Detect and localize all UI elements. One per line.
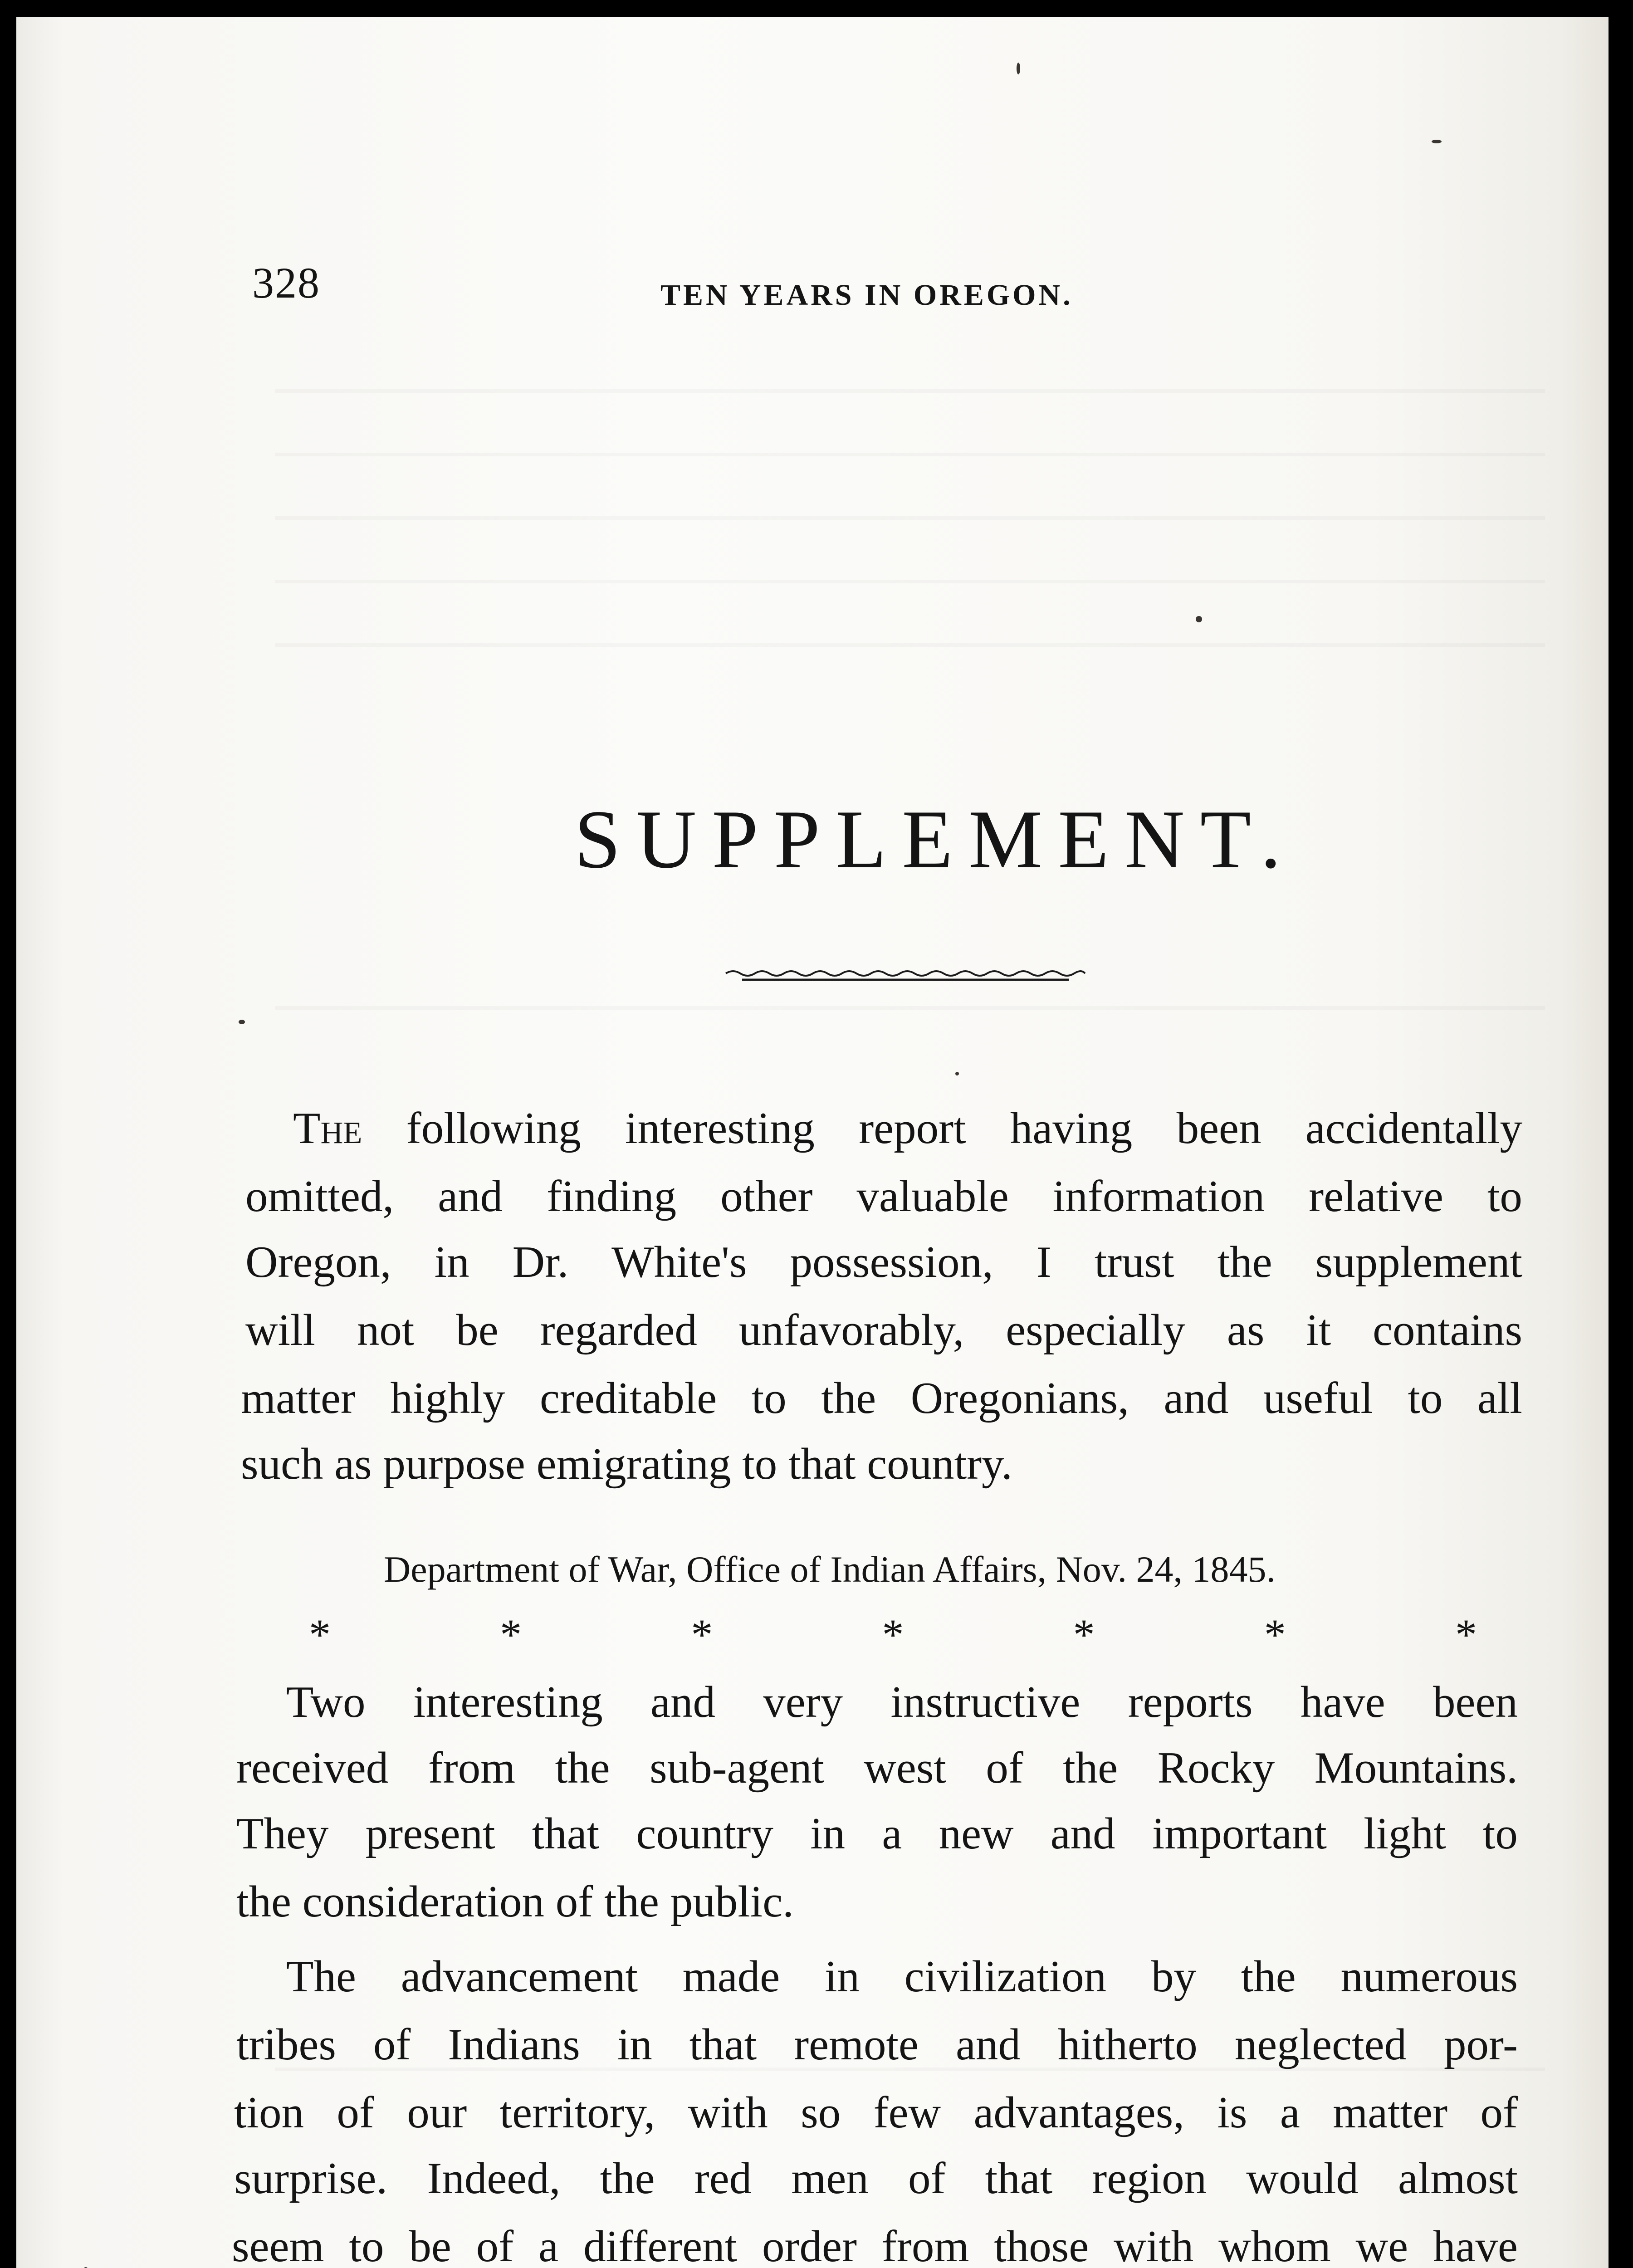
word: having — [1010, 1104, 1133, 1153]
word: so — [801, 2088, 841, 2137]
word: neglected — [1234, 2020, 1407, 2069]
word: very — [763, 1677, 843, 1727]
word: the — [555, 1743, 610, 1793]
word: numerous — [1340, 1952, 1518, 2001]
word: remote — [794, 2020, 919, 2069]
word: to — [349, 2222, 384, 2268]
word: relative — [1309, 1172, 1443, 1221]
word: Rocky — [1157, 1743, 1275, 1793]
word: by — [1151, 1952, 1196, 2001]
ellipsis-star: * — [1073, 1610, 1095, 1659]
word: hitherto — [1057, 2020, 1198, 2069]
word: that — [985, 2154, 1053, 2203]
word: sub-agent — [650, 1743, 824, 1793]
intro-paragraph-line — [241, 1376, 1522, 1421]
word: information — [1052, 1172, 1265, 1221]
word: be — [456, 1305, 499, 1355]
word: matter — [241, 1374, 356, 1423]
word: contains — [1373, 1305, 1522, 1355]
ellipsis-star: * — [691, 1610, 713, 1659]
word: surprise. — [234, 2154, 388, 2203]
ellipsis-star: * — [309, 1610, 331, 1659]
word: of — [908, 2154, 946, 2203]
word: other — [720, 1172, 813, 1221]
report-paragraph-line — [286, 1954, 1518, 1999]
word: and — [1164, 1374, 1229, 1423]
running-head: TEN YEARS IN OREGON. — [660, 279, 1073, 312]
paper-speck — [1017, 63, 1020, 74]
word: made — [682, 1952, 780, 2001]
word: White's — [611, 1237, 747, 1287]
word: with — [1114, 2222, 1194, 2268]
word: from — [428, 1743, 516, 1793]
word: instructive — [890, 1677, 1081, 1727]
word: interesting — [625, 1104, 815, 1153]
word: The — [286, 1952, 356, 2001]
word: seem — [232, 2222, 324, 2268]
word: the — [1217, 1237, 1272, 1287]
word: civilization — [904, 1952, 1107, 2001]
word: supplement — [1315, 1237, 1522, 1287]
report-paragraph-line — [236, 1743, 1518, 1793]
word: creditable — [539, 1374, 717, 1423]
word: possession, — [790, 1237, 993, 1287]
word: of — [476, 2222, 514, 2268]
word: red — [694, 2154, 752, 2203]
word: The — [293, 1104, 362, 1153]
dateline: Department of War, Office of Indian Affairs, Nov. 24, 1845. — [384, 1549, 1276, 1590]
report-paragraph-line — [234, 2090, 1518, 2135]
word: the — [600, 2154, 655, 2203]
word: in — [824, 1952, 860, 2001]
intro-paragraph-line — [245, 1174, 1522, 1219]
word: all — [1477, 1374, 1522, 1423]
word: Dr. — [512, 1237, 569, 1287]
paper-speck — [1432, 140, 1442, 143]
word: and — [1050, 1809, 1115, 1858]
word: present — [365, 1809, 495, 1858]
word: will — [245, 1305, 316, 1355]
word: our — [407, 2088, 467, 2137]
report-paragraph-line — [236, 1879, 794, 1924]
word: whom — [1218, 2222, 1331, 2268]
word: in — [810, 1809, 846, 1858]
word: that — [689, 2020, 757, 2069]
word: Mountains. — [1314, 1743, 1518, 1793]
word: that — [532, 1809, 600, 1858]
word: almost — [1398, 2154, 1518, 2203]
ellipsis-stars — [309, 1609, 1477, 1660]
bleed-through-line — [275, 389, 1545, 393]
ellipsis-star: * — [882, 1610, 904, 1659]
word: following — [406, 1104, 581, 1153]
word: few — [873, 2088, 941, 2137]
word: in — [434, 1237, 469, 1287]
word: Two — [286, 1677, 366, 1727]
word: advancement — [401, 1952, 638, 2001]
paper-speck — [955, 1072, 959, 1075]
word: useful — [1263, 1374, 1373, 1423]
word: and — [438, 1172, 503, 1221]
book-page — [16, 17, 1609, 2268]
word: report — [859, 1104, 966, 1153]
report-paragraph-line — [236, 2022, 1518, 2067]
bleed-through-line — [275, 516, 1545, 520]
word: to — [1408, 1374, 1443, 1423]
word: not — [357, 1305, 415, 1355]
word: omitted, — [245, 1172, 394, 1221]
bleed-through-line — [275, 1006, 1545, 1010]
word: been — [1176, 1104, 1261, 1153]
word: and — [650, 1677, 715, 1727]
word: new — [939, 1809, 1014, 1858]
report-paragraph-line — [232, 2224, 1518, 2268]
word: finding — [547, 1172, 677, 1221]
word: in — [617, 2020, 652, 2069]
word: They — [236, 1809, 329, 1858]
word: have — [1300, 1677, 1385, 1727]
word: especially — [1006, 1305, 1186, 1355]
word: to — [751, 1374, 787, 1423]
word: and — [955, 2020, 1021, 2069]
word: men — [791, 2154, 869, 2203]
intro-paragraph-line — [245, 1237, 1522, 1287]
word: unfavorably, — [738, 1305, 964, 1355]
word: as — [1227, 1305, 1265, 1355]
word: to — [1482, 1809, 1518, 1858]
paper-speck — [1196, 616, 1202, 622]
word: tribes — [236, 2020, 336, 2069]
word: Indeed, — [427, 2154, 561, 2203]
bleed-through-line — [275, 643, 1545, 647]
word: valuable — [856, 1172, 1009, 1221]
word: the — [821, 1374, 876, 1423]
intro-paragraph-line — [245, 1305, 1522, 1355]
word: por- — [1443, 2020, 1518, 2069]
report-paragraph-line — [234, 2156, 1518, 2201]
word: west — [864, 1743, 946, 1793]
word: highly — [390, 1374, 505, 1423]
intro-paragraph-line — [293, 1106, 1522, 1151]
word: different — [583, 2222, 738, 2268]
word: is — [1217, 2088, 1247, 2137]
word: a — [882, 1809, 902, 1858]
word: of — [373, 2020, 411, 2069]
word: to — [1487, 1172, 1522, 1221]
ellipsis-star: * — [500, 1610, 522, 1659]
word: would — [1246, 2154, 1359, 2203]
word: important — [1152, 1809, 1327, 1858]
word: reports — [1128, 1677, 1253, 1727]
intro-paragraph-line — [241, 1439, 1012, 1489]
word: we — [1355, 2222, 1408, 2268]
word: region — [1092, 2154, 1207, 2203]
paper-speck — [239, 1020, 245, 1024]
word: Oregonians, — [910, 1374, 1129, 1423]
word: such as purpose emigrating to that country. — [241, 1439, 1012, 1489]
word: of — [337, 2088, 374, 2137]
word: regarded — [540, 1305, 697, 1355]
word: received — [236, 1743, 389, 1793]
word: territory, — [499, 2088, 655, 2137]
report-paragraph-line — [236, 1811, 1518, 1856]
word: with — [688, 2088, 768, 2137]
word: order — [762, 2222, 857, 2268]
word: matter — [1333, 2088, 1448, 2137]
section-title: SUPPLEMENT. — [574, 793, 1297, 885]
word: of — [986, 1743, 1023, 1793]
word: from — [881, 2222, 969, 2268]
title-ornament — [724, 968, 1087, 986]
word: Indians — [448, 2020, 580, 2069]
word: I — [1036, 1237, 1051, 1287]
word: Oregon, — [245, 1237, 391, 1287]
word: of — [1480, 2088, 1518, 2137]
word: trust — [1094, 1237, 1174, 1287]
word: interesting — [413, 1677, 603, 1727]
word: have — [1433, 2222, 1518, 2268]
word: tion — [234, 2088, 304, 2137]
word: accidentally — [1305, 1104, 1522, 1153]
word: a — [538, 2222, 559, 2268]
word: those — [994, 2222, 1089, 2268]
word: be — [409, 2222, 451, 2268]
word: been — [1433, 1677, 1518, 1727]
ellipsis-star: * — [1455, 1610, 1477, 1659]
word: country — [636, 1809, 773, 1858]
word: advantages, — [973, 2088, 1184, 2137]
word: the consideration of the public. — [236, 1877, 794, 1926]
bleed-through-line — [275, 453, 1545, 456]
word: light — [1364, 1809, 1446, 1858]
bleed-through-line — [275, 580, 1545, 583]
word: the — [1241, 1952, 1296, 2001]
word: a — [1280, 2088, 1300, 2137]
ellipsis-star: * — [1264, 1610, 1286, 1659]
page-number: 328 — [252, 259, 320, 307]
word: the — [1063, 1743, 1118, 1793]
report-paragraph-line — [286, 1677, 1518, 1727]
word: it — [1306, 1305, 1331, 1355]
